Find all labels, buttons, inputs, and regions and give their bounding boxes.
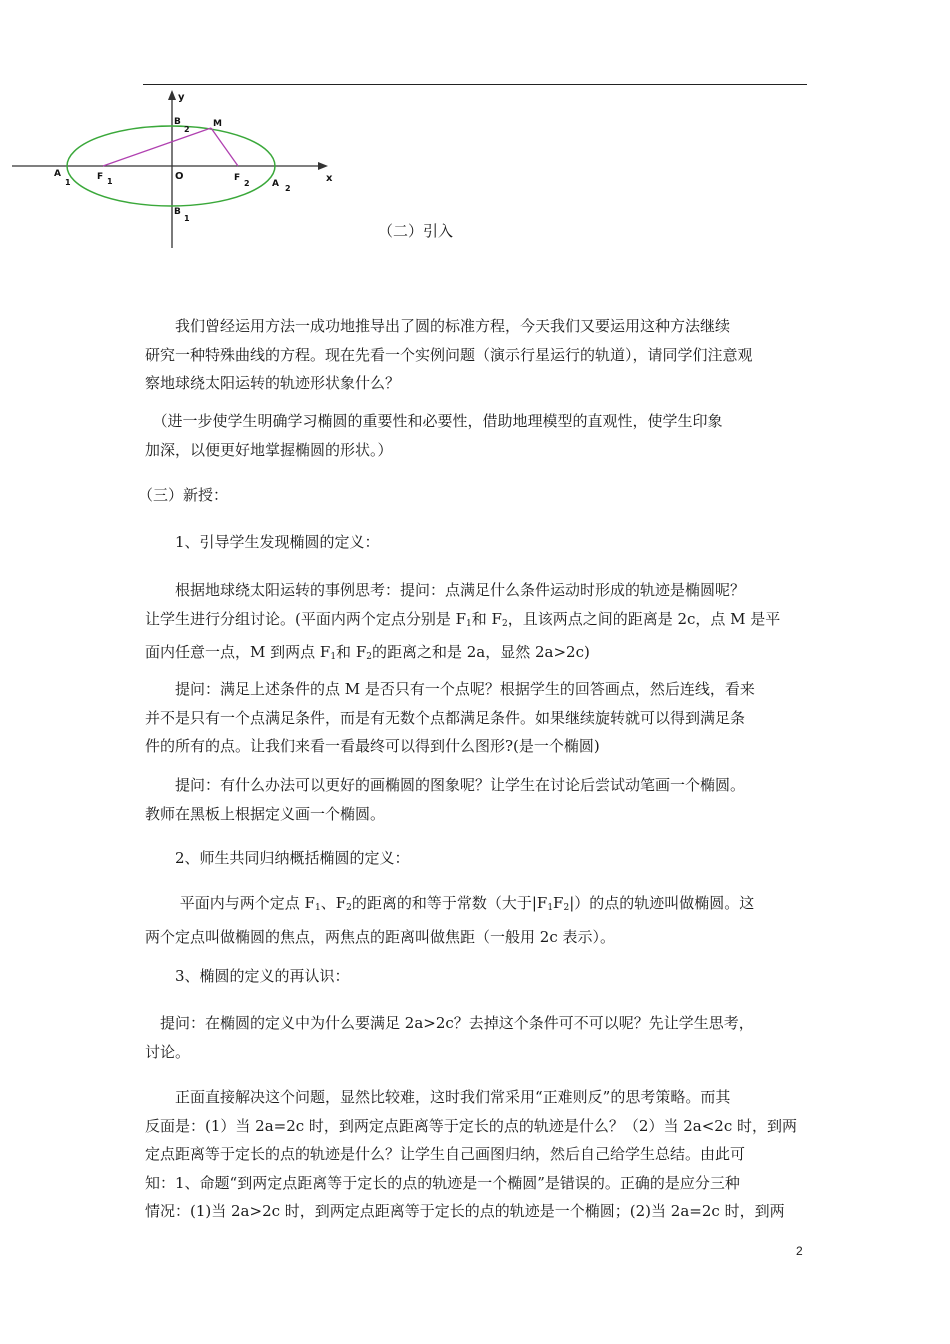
text-line: 平面内与两个定点 $F_1$、$F_2$的距离的和等于常数（大于$|F_1F_2|$）的点的轨迹叫做椭圆。这 (145, 894, 755, 913)
text-line: 讨论。 (145, 1042, 191, 1061)
text-line: 定点距离等于定长的点的轨迹是什么？让学生自己画图归纳，然后自己给学生总结。由此可 (145, 1145, 746, 1163)
a1-label: A (54, 169, 61, 179)
text-line: 根据地球绕太阳运转的事例思考：提问：点满足什么条件运动时形成的轨迹是椭圆呢？ (145, 581, 746, 599)
a2-subscript: 2 (285, 184, 291, 193)
b1-subscript: 1 (184, 214, 190, 223)
paragraph-question-3 (145, 771, 815, 828)
a2-label: A (272, 179, 279, 189)
b2-subscript: 2 (184, 125, 190, 134)
b1-label: B (174, 207, 181, 217)
text-line: 正面直接解决这个问题，显然比较难，这时我们常采用“正难则反”的思考策略。而其 (145, 1088, 731, 1106)
header-rule (143, 84, 807, 85)
paragraph-note (145, 407, 815, 464)
text-line: 两个定点叫做椭圆的焦点，两焦点的距离叫做焦距（一般用 2c 表示）。 (145, 927, 615, 946)
text-line: 让学生进行分组讨论。(平面内两个定点分别是 $F_1$和 $F_2$，且该两点之间的距离是 2c，点 M 是平 (145, 609, 781, 629)
text-line: 教师在黑板上根据定义画一个椭圆。 (145, 804, 386, 823)
text-line: 察地球绕太阳运转的轨迹形状象什么？ (145, 374, 401, 392)
text-line: 我们曾经运用方法一成功地推导出了圆的标准方程，今天我们又要运用这种方法继续 (145, 317, 731, 335)
x-axis-label: x (326, 173, 333, 184)
text-line: 反面是：(1）当 2a=2c 时，到两定点距离等于定长的点的轨迹是什么？（2）当 2a<2c 时，到两 (145, 1116, 798, 1135)
ellipse-figure (0, 86, 345, 251)
text-line: 知：1、命题“到两定点距离等于定长的点的轨迹是一个椭圆”是错误的。正确的是应分三种 (145, 1173, 740, 1192)
a1-subscript: 1 (65, 178, 71, 187)
y-axis-label: y (178, 92, 185, 103)
text-line: 提问：在椭圆的定义中为什么要满足 2a>2c？去掉这个条件可不可以呢？先让学生思考， (145, 1014, 754, 1032)
x-axis-arrow-icon (318, 162, 328, 170)
f1-label: F (97, 172, 104, 182)
text-line: 研究一种特殊曲线的方程。现在先看一个实例问题（演示行星运行的轨道），请同学们注意观 (145, 345, 753, 364)
section-3-heading: （三）新授： (138, 486, 229, 504)
f2-label: F (234, 173, 241, 183)
paragraph-question-2 (145, 675, 815, 761)
paragraph-question-1 (145, 576, 815, 672)
text-line: 件的所有的点。让我们来看一看最终可以得到什么图形?(是一个椭圆) (145, 737, 600, 755)
paragraph-last (145, 1083, 815, 1226)
text-line: 并不是只有一个点满足条件，而是有无数个点都满足条件。如果继续旋转就可以得到满足条 (145, 708, 746, 727)
paragraph-definition (145, 889, 815, 951)
text-line: 加深，以便更好地掌握椭圆的形状。） (145, 440, 393, 459)
text-line: 情况：(1)当 2a>2c 时，到两定点距离等于定长的点的轨迹是一个椭圆；(2)当 2a=2c 时，到两 (145, 1202, 785, 1220)
paragraph-question-4 (145, 1009, 815, 1066)
text-line: （进一步使学生明确学习椭圆的重要性和必要性，借助地理模型的直观性，使学生印象 (145, 412, 723, 430)
y-axis-arrow-icon (168, 90, 176, 100)
point-m-label: M (213, 119, 222, 129)
section-2-heading: （二）引入 (378, 222, 454, 240)
item-2-heading: 2、师生共同归纳概括椭圆的定义： (145, 849, 410, 867)
b2-label: B (174, 117, 181, 127)
f1-subscript: 1 (107, 177, 113, 186)
origin-label: O (175, 171, 184, 182)
item-1-heading: 1、引导学生发现椭圆的定义： (145, 533, 380, 551)
text-line: 提问：满足上述条件的点 M 是否只有一个点呢？根据学生的回答画点，然后连线，看来 (145, 680, 755, 698)
page-number: 2 (796, 1244, 803, 1258)
text-line: 面内任意一点，M 到两点 $F_1$和 $F_2$的距离之和是 2a，显然 2a>2c) (145, 643, 590, 662)
f2-subscript: 2 (244, 179, 250, 188)
paragraph-intro (145, 312, 815, 398)
item-3-heading: 3、椭圆的定义的再认识： (145, 967, 350, 985)
segment-f1-m (103, 128, 211, 166)
text-line: 提问：有什么办法可以更好的画椭圆的图象呢？让学生在讨论后尝试动笔画一个椭圆。 (145, 776, 746, 794)
